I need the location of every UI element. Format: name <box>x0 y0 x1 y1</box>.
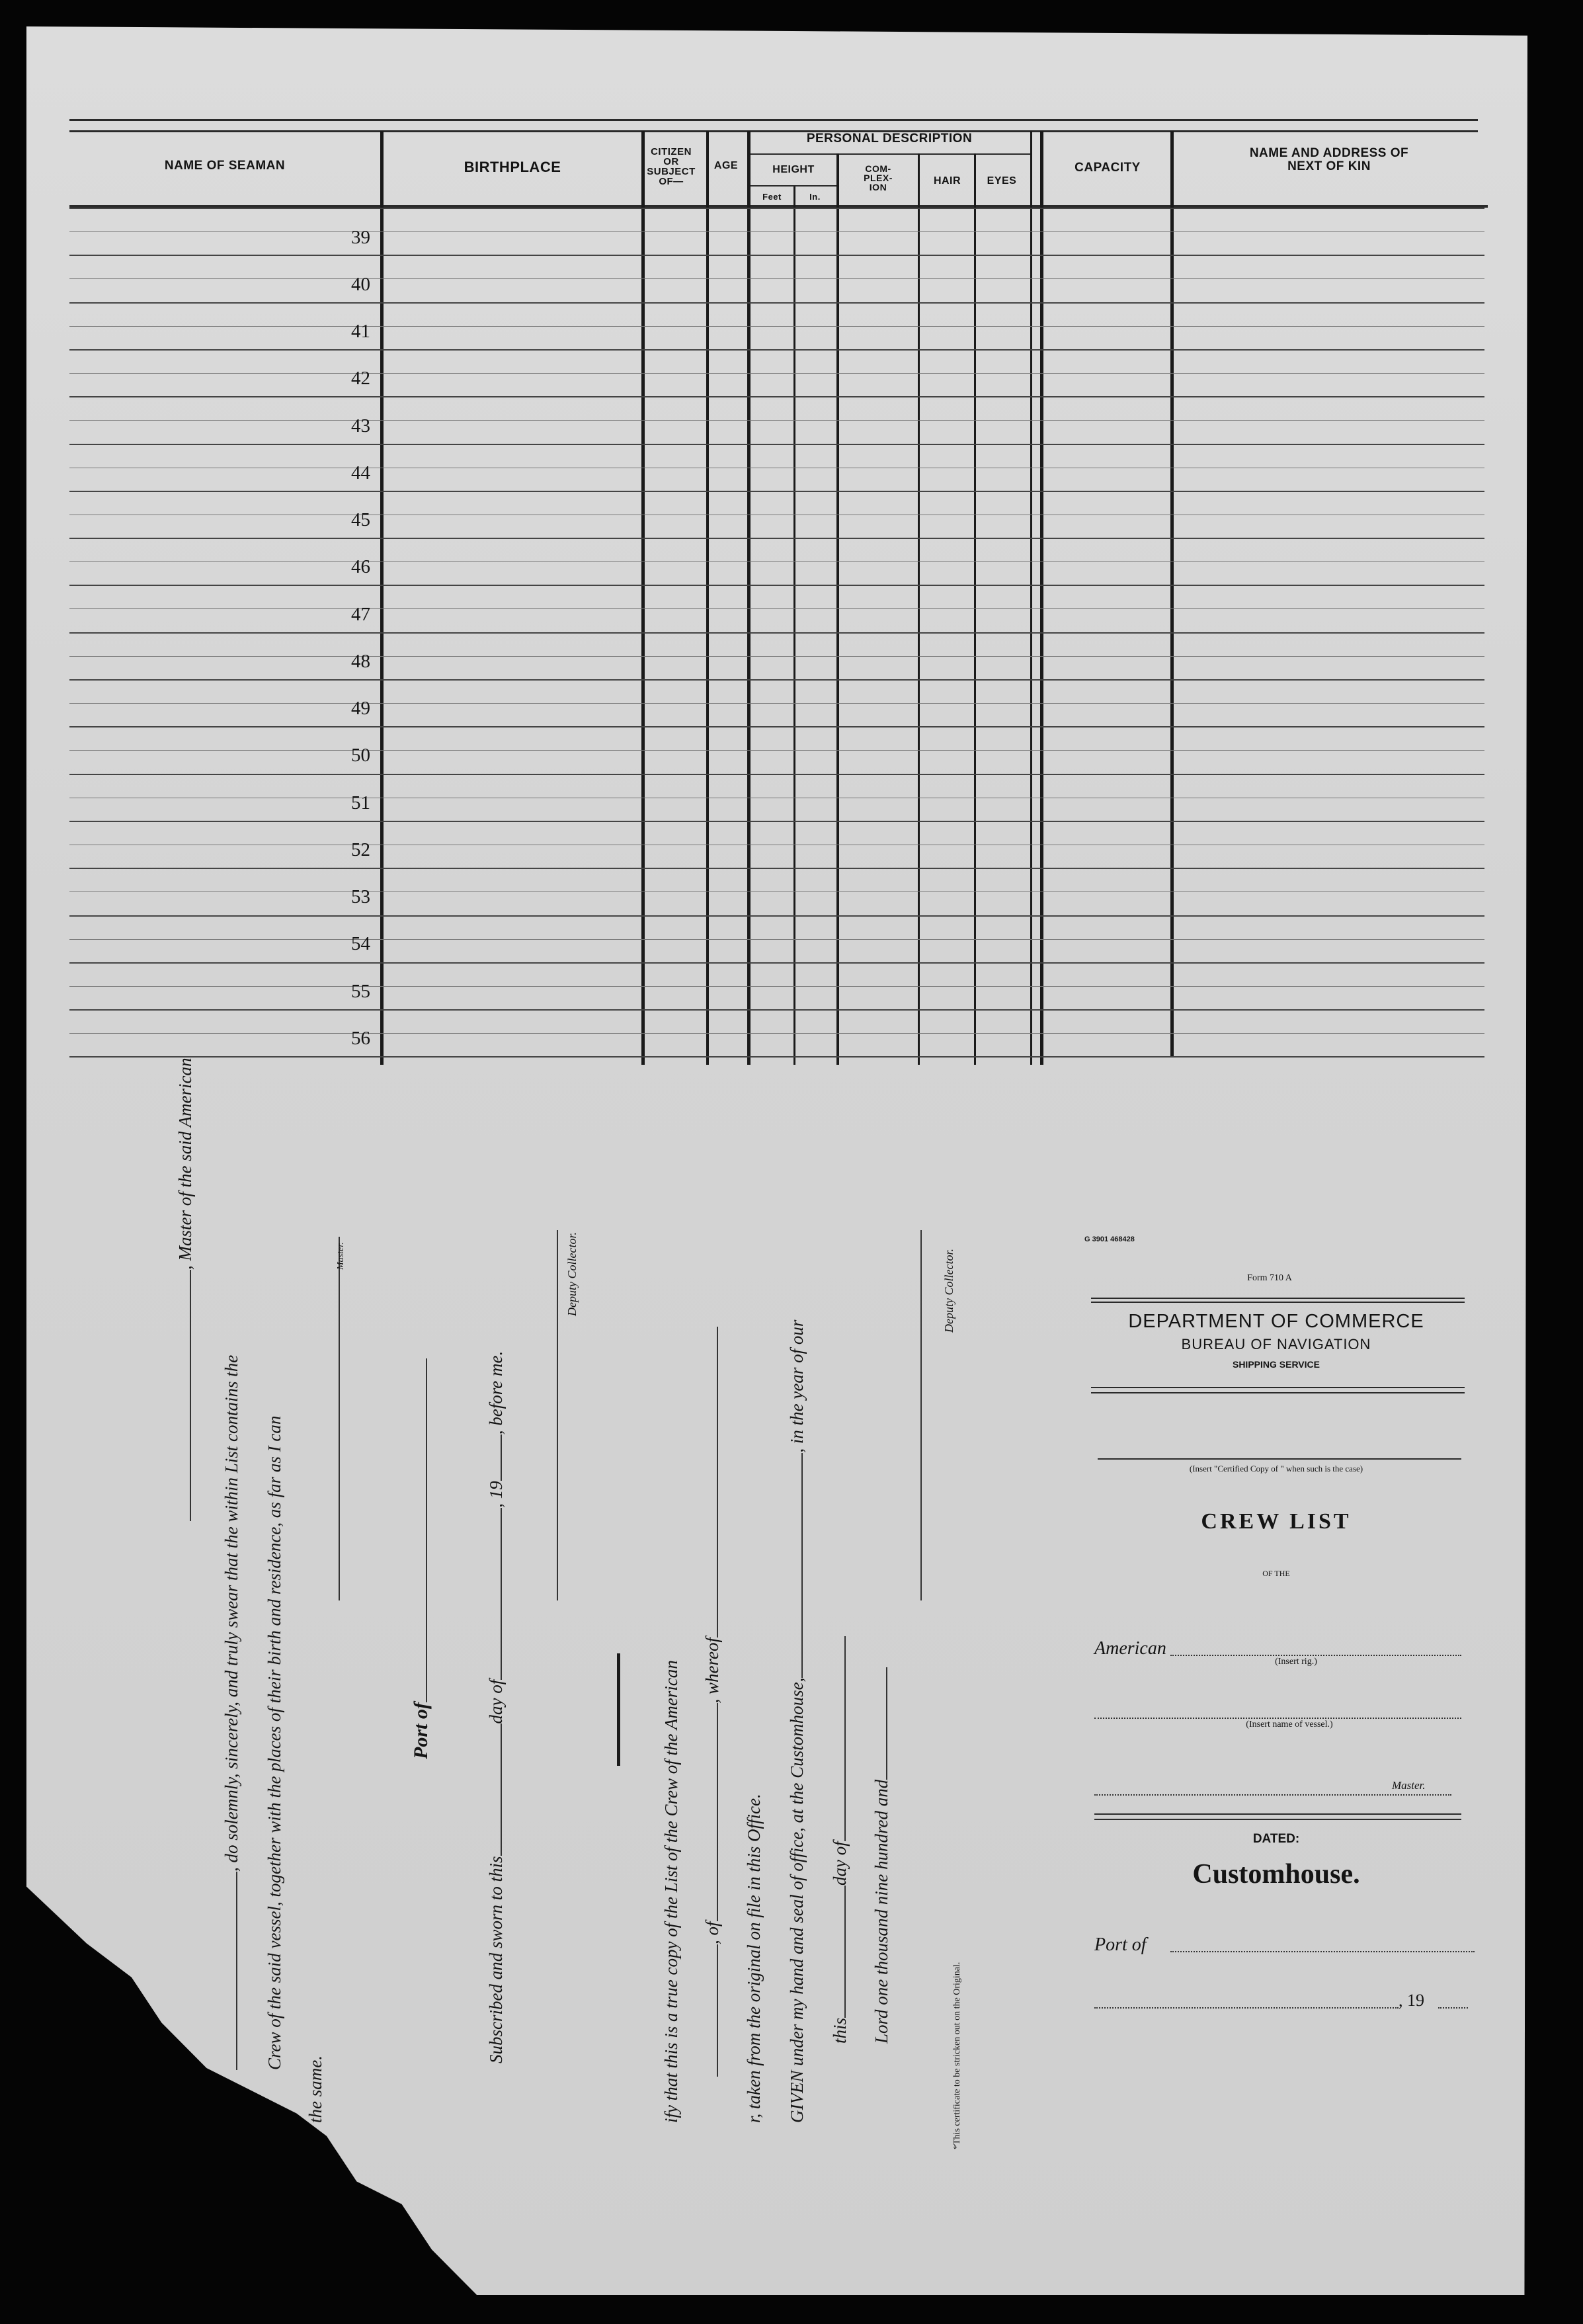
port-of-text: Port of <box>410 1702 432 1759</box>
subscribed-day-blank <box>501 1723 502 1856</box>
separator-bar <box>617 1653 620 1766</box>
row-midline <box>69 561 1484 562</box>
subscribed-text: Subscribed and sworn to this <box>486 1856 506 2063</box>
row-rule <box>69 255 1484 256</box>
certificate-signature-blank <box>920 1230 922 1600</box>
oath-line-1 <box>175 1058 196 1521</box>
row-number: 48 <box>351 651 370 672</box>
row-rule <box>69 679 1484 681</box>
day-blank <box>844 1886 846 2018</box>
year-blank <box>886 1667 887 1780</box>
header-complexion-line: COM- <box>865 163 891 174</box>
row-midline <box>69 1033 1484 1034</box>
header-complexion-line: PLEX- <box>864 173 893 183</box>
header-complexion <box>838 164 918 192</box>
header-citizen-line: OF— <box>659 176 684 187</box>
day-of-text: day of <box>486 1679 506 1724</box>
header-complexion-line: ION <box>869 182 887 192</box>
row-rule <box>69 726 1484 727</box>
service-heading: SHIPPING SERVICE <box>1232 1359 1320 1370</box>
crew-list-title: CREW LIST <box>1201 1509 1352 1534</box>
dated-label: DATED: <box>1252 1832 1300 1846</box>
certificate-of-text: , of <box>702 1921 722 1944</box>
row-midline <box>69 420 1484 421</box>
header-inches: In. <box>809 192 821 202</box>
subscribed-year-blank <box>501 1434 502 1481</box>
certificate-deputy-label: Deputy Collector. <box>942 1249 955 1333</box>
port-of-blank <box>426 1358 427 1702</box>
row-midline <box>69 373 1484 374</box>
header-citizen <box>638 147 704 187</box>
before-me-text: , before me. <box>486 1350 506 1435</box>
certificate-line-2 <box>702 1327 723 2077</box>
row-rule <box>69 585 1484 586</box>
header-capacity: CAPACITY <box>1075 161 1141 175</box>
row-rule <box>69 821 1484 822</box>
department-heading: DEPARTMENT OF COMMERCE <box>1128 1311 1424 1332</box>
cover-port-of-label: Port of <box>1094 1934 1147 1955</box>
row-rule <box>69 1056 1484 1058</box>
lord-text: Lord one thousand nine hundred and <box>872 1779 891 2044</box>
deputy-collector-label: Deputy Collector. <box>565 1232 579 1316</box>
row-rule <box>69 538 1484 539</box>
cover-year-label: , 19 <box>1399 1991 1424 2010</box>
certificate-footnote: *This certificate to be stricken out on the Original. <box>952 1962 962 2149</box>
certificate-line-4 <box>787 1320 807 2123</box>
given-under-text: GIVEN under my hand and seal of office, at the Customhouse, <box>787 1677 807 2123</box>
row-rule <box>69 962 1484 964</box>
vessel-name-blank <box>717 1944 718 2077</box>
row-rule <box>69 396 1484 397</box>
row-rule <box>69 444 1484 445</box>
print-code: G 3901 468428 <box>1084 1235 1135 1243</box>
row-number: 43 <box>351 415 370 436</box>
master-cover-label: Master. <box>1392 1779 1426 1792</box>
customhouse-heading: Customhouse. <box>1192 1859 1360 1889</box>
header-citizen-line: OR <box>663 156 679 167</box>
customhouse-blank <box>801 1453 803 1678</box>
year-text: , 19 <box>486 1481 506 1508</box>
oath-line-3: Crew of the said vessel, together with the places of their birth and residence, as far as I can <box>264 1415 284 2070</box>
row-number: 46 <box>351 556 370 577</box>
row-rule <box>69 302 1484 304</box>
row-number: 51 <box>351 792 370 813</box>
row-midline <box>69 656 1484 657</box>
row-number: 54 <box>351 933 370 954</box>
certificate-line-3: r, taken from the original on file in this Office. <box>744 1794 764 2123</box>
this-text: this <box>830 2017 850 2044</box>
row-rule <box>69 208 1484 209</box>
header-next-of-kin-line: NEXT OF KIN <box>1287 159 1371 173</box>
insert-certified-note: (Insert "Certified Copy of " when such is the case) <box>1189 1464 1363 1473</box>
row-midline <box>69 703 1484 704</box>
master-label: Master. <box>336 1242 346 1270</box>
row-midline <box>69 750 1484 751</box>
row-midline <box>69 939 1484 940</box>
row-number: 50 <box>351 745 370 766</box>
row-number: 53 <box>351 886 370 907</box>
day-of-text: day of <box>830 1841 850 1886</box>
american-label: American <box>1094 1638 1166 1659</box>
row-rule <box>69 1009 1484 1011</box>
header-next-of-kin-line: NAME AND ADDRESS OF <box>1249 146 1409 160</box>
oath-name-blank <box>236 1872 237 2070</box>
oath-line-2-text: , do solemnly, sincerely, and truly swear that the within List contains the <box>222 1354 241 1872</box>
of-the-label: OF THE <box>1262 1569 1290 1578</box>
header-feet: Feet <box>762 192 782 202</box>
row-rule <box>69 632 1484 634</box>
row-rule <box>69 491 1484 492</box>
row-midline <box>69 231 1484 232</box>
header-eyes: EYES <box>987 175 1017 187</box>
row-number: 52 <box>351 839 370 860</box>
header-birthplace: BIRTHPLACE <box>464 159 561 175</box>
certificate-line-1: ify that this is a true copy of the List of the Crew of the American <box>661 1660 681 2123</box>
header-age: AGE <box>713 160 739 171</box>
row-rule <box>69 868 1484 869</box>
vessel-port-blank <box>717 1703 718 1921</box>
row-rule <box>69 774 1484 775</box>
header-citizen-line: CITIZEN <box>651 146 692 157</box>
form-number: Form 710 A <box>1247 1273 1292 1283</box>
row-number: 56 <box>351 1028 370 1049</box>
row-number: 39 <box>351 227 370 248</box>
row-midline <box>69 608 1484 609</box>
subscribed-line <box>486 1351 507 2063</box>
certificate-line-6 <box>872 1667 892 2044</box>
oath-line-2 <box>222 1355 242 2070</box>
row-rule <box>69 349 1484 351</box>
bureau-heading: BUREAU OF NAVIGATION <box>1181 1336 1371 1352</box>
port-of-label <box>410 1358 432 1759</box>
master-name-blank <box>190 1270 191 1521</box>
header-height: HEIGHT <box>772 164 815 175</box>
row-rule <box>69 915 1484 917</box>
subscribed-month-blank <box>501 1508 502 1680</box>
certificate-signature-line <box>906 1230 926 1600</box>
certificate-whereof-text: , whereof <box>702 1638 722 1704</box>
header-personal-description: PERSONAL DESCRIPTION <box>806 132 973 145</box>
master-signature-blank <box>339 1237 340 1600</box>
row-number: 40 <box>351 274 370 295</box>
master-signature-line <box>324 1237 345 1600</box>
month-blank <box>844 1636 846 1841</box>
oath-line-4: the same. <box>305 2055 325 2123</box>
row-number: 47 <box>351 604 370 625</box>
header-hair: HAIR <box>933 175 961 187</box>
row-midline <box>69 986 1484 987</box>
deputy-collector-signature-line <box>542 1230 563 1600</box>
oath-line-1-text: , Master of the said American <box>175 1058 195 1270</box>
document-page <box>26 26 1527 2295</box>
deputy-collector-blank <box>557 1230 558 1600</box>
header-citizen-line: SUBJECT <box>647 166 696 177</box>
certificate-line-5 <box>830 1636 850 2044</box>
master-whereof-blank <box>717 1327 718 1638</box>
header-name-of-seaman: NAME OF SEAMAN <box>164 159 286 173</box>
row-number: 55 <box>351 981 370 1002</box>
insert-rig-note: (Insert rig.) <box>1275 1657 1317 1667</box>
year-of-our-text: , in the year of our <box>787 1319 807 1453</box>
row-number: 41 <box>351 321 370 342</box>
row-number: 45 <box>351 509 370 530</box>
row-number: 42 <box>351 368 370 389</box>
insert-vessel-note: (Insert name of vessel.) <box>1246 1720 1333 1729</box>
row-midline <box>69 278 1484 279</box>
row-number: 44 <box>351 462 370 483</box>
row-midline <box>69 326 1484 327</box>
row-number: 49 <box>351 698 370 719</box>
header-next-of-kin <box>1177 147 1481 173</box>
